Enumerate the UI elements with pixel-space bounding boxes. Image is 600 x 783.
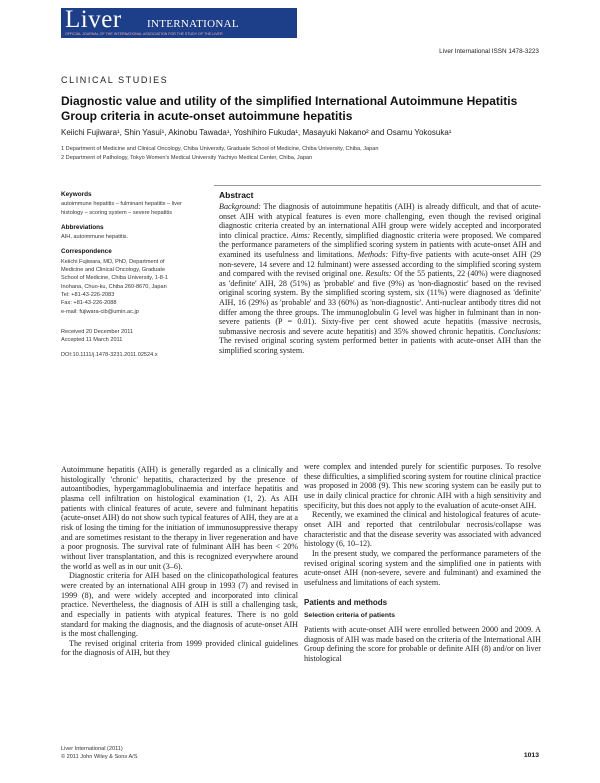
correspondence-email[interactable]: e-mail: fujiwara-cib@umin.ac.jp	[61, 308, 139, 315]
abbreviations-text: AIH, autoimmune hepatitis.	[61, 234, 129, 241]
abstract-background: The diagnosis of autoimmune hepatitis (AIH) is already difficult, and that of acute-onset AIH with atypical features is even more challenging, even though the revised original diagnostic criteria created by an international AIH group were widely accepted and incorporated into clinical practice.	[219, 202, 541, 240]
abstract-methods: Fifty-five patients with acute-onset AIH (29 non-severe, 14 severe and 12 fulminant) were assessed according to the simplified scoring system and compared with the revised original one.	[219, 249, 541, 279]
page-number: 1013	[523, 752, 539, 759]
correspondence-block	[61, 248, 201, 315]
abstract-text	[219, 202, 541, 356]
abstract-results: Of the 55 patients, 22 (40%) were diagnosed as 'definite' AIH, 28 (51%) as 'probable' and five (9%) as 'non-diagnostic' based on the revised original scoring system. By the simplified scoring system, six (11%) were diagnosed as 'definite' AIH, 16 (29%) as 'probable' and 33 (60%) as 'non-diagnostic'. Anti-nuclear antibody titres did not differ among the three groups. The immunoglobulin G level was higher in fulminant than in non-severe patients (P = 0.01). Sixty-five per cent showed acute hepatitis (massive necrosis, submassive necrosis and severe acute hepatitis) and 35% showed chronic hepatitis.	[219, 269, 541, 336]
dates-block	[61, 328, 201, 345]
abbreviations-block	[61, 224, 201, 242]
body-column-right	[304, 462, 541, 663]
subsection-heading: Selection criteria of patients	[304, 612, 396, 620]
correspondence-line: Medicine and Clinical Oncology, Graduate	[61, 267, 166, 274]
doi-link[interactable]: DOI:10.1111/j.1478-3231.2011.02524.x	[61, 352, 158, 359]
journal-tagline: OFFICIAL JOURNAL OF THE INTERNATIONAL ASSOCIATION FOR THE STUDY OF THE LIVER	[65, 32, 223, 36]
correspondence-line: Inohana, Chuo-ku, Chiba 260-8670, Japan	[61, 283, 167, 290]
body-column-left	[61, 465, 298, 658]
received-date: Received 20 December 2011	[61, 328, 134, 335]
section-label: CLINICAL STUDIES	[61, 75, 169, 85]
body-paragraph: Diagnostic criteria for AIH based on the clinicopathological features were created by an international AIH group in 1993 (7) and revised in 1999 (8), and were widely accepted and incorporated into clinical practice. Nevertheless, the diagnosis of AIH is still a challenging task, and especially in patients with atypical features. There is no gold standard for making the diagnosis, and the diagnosis of acute-onset AIH is the most challenging.	[61, 571, 298, 639]
footer-journal-year: Liver International (2011)	[61, 746, 123, 752]
correspondence-fax: Fax: +81-43-226-2088	[61, 300, 117, 307]
body-paragraph: Autoimmune hepatitis (AIH) is generally regarded as a clinically and histologically 'chronic' hepatitis, characterized by the presence of autoantibodies, hypergammaglobulinaemia and interface hepatitis and plasma cell infiltration on histological examination (1, 2). As AIH patients with clinical features of acute, severe and fulminant hepatitis (acute-onset AIH) do not show such typical features of AIH, they are at a risk of losing the timing for the initiation of immunosuppressive therapy and are sometimes resistant to the therapy in liver regeneration and have a poor prognosis. The survival rate of fulminant AIH has been < 20% without liver transplantation, and this is recognized everywhere around the world as well as in our unit (3–6).	[61, 465, 298, 571]
accepted-date: Accepted 11 March 2011	[61, 337, 123, 344]
correspondence-tel: Tel: +81-43-226-2083	[61, 291, 115, 298]
body-paragraph: Recently, we examined the clinical and histological features of acute-onset AIH and reported that centrilobular necrosis/collapse was characteristic and that the disease severity was associated with advanced histology (6, 10–12).	[304, 510, 541, 549]
doi-block	[61, 351, 201, 359]
abstract-aims-label: Aims:	[288, 230, 311, 240]
body-paragraph: The revised original criteria from 1999 provided clinical guidelines for the diagnosis of AIH, but they	[61, 638, 298, 658]
body-paragraph: were complex and intended purely for scientific purposes. To resolve these difficulties, a simplified scoring system for routine clinical practice was proposed in 2008 (9). This new scoring system can be easily put to use in daily clinical practice for chronic AIH with a high sensitivity and specificity, but this does not apply to the evaluation of acute-onset AIH.	[304, 462, 541, 510]
correspondence-heading: Correspondence	[61, 248, 112, 256]
abstract-conclusions: The revised original scoring system performed better in patients with acute-onset AIH than the simplified scoring system.	[219, 336, 541, 355]
keywords-block	[61, 191, 201, 217]
footer-copyright: © 2011 John Wiley & Sons A/S	[61, 754, 138, 760]
abstract-conclusions-label: Conclusions:	[495, 326, 541, 336]
body-paragraph: Patients with acute-onset AIH were enrolled between 2000 and 2009. A diagnosis of AIH was made based on the criteria of the International AIH Group defining the score for probable or definite AIH (8) and/or on liver histological	[304, 624, 541, 663]
affiliation-2: 2 Department of Pathology, Tokyo Women's Medical University Yachiyo Medical Center, Chiba, Japan	[61, 155, 313, 161]
abstract-box	[214, 185, 541, 355]
page-footer	[61, 745, 137, 761]
article-title: Diagnostic value and utility of the simplified International Autoimmune Hepatitis Group criteria in acute-onset autoimmune hepatitis	[61, 94, 518, 123]
abstract-methods-label: Methods:	[354, 249, 389, 259]
journal-masthead	[61, 8, 297, 38]
correspondence-line: School of Medicine, Chiba University, 1-8-1	[61, 275, 168, 282]
journal-issn: Liver International ISSN 1478-3223	[439, 48, 539, 55]
affiliation-1: 1 Department of Medicine and Clinical Oncology, Chiba University, Graduate School of Medicine, Chiba University, Chiba, Japan	[61, 146, 379, 152]
keywords-heading: Keywords	[61, 191, 92, 198]
section-heading-methods: Patients and methods	[304, 597, 388, 607]
body-paragraph: In the present study, we compared the performance parameters of the revised original scoring system and the simplified one in patients with acute-onset AIH (non-severe, severe and fulminant) and examined the usefulness and limitations of each system.	[304, 548, 541, 587]
abstract-background-label: Background:	[219, 202, 261, 211]
article-sidebar	[61, 191, 201, 367]
author-list: Keiichi Fujiwara¹, Shin Yasui¹, Akinobu Tawada¹, Yoshihiro Fukuda¹, Masayuki Nakano² and Osamu Yokosuka¹	[61, 128, 452, 137]
journal-logo-sub: INTERNATIONAL	[147, 18, 239, 30]
abstract-results-label: Results:	[363, 269, 392, 279]
abbreviations-heading: Abbreviations	[61, 223, 104, 231]
journal-logo: Liver	[65, 6, 122, 33]
correspondence-line: Keiichi Fujiwara, MD, PhD, Department of	[61, 258, 165, 265]
abstract-aims: Recently, simplified diagnostic criteria were proposed. We compared the performance parameters of the simplified scoring system in patients with acute-onset AIH and examined its usefulness and limitations.	[219, 230, 541, 259]
abstract-heading: Abstract	[219, 190, 254, 200]
keywords-text: autoimmune hepatitis – fulminant hepatitis – liver histology – scoring system – severe hepatitis	[61, 201, 182, 216]
